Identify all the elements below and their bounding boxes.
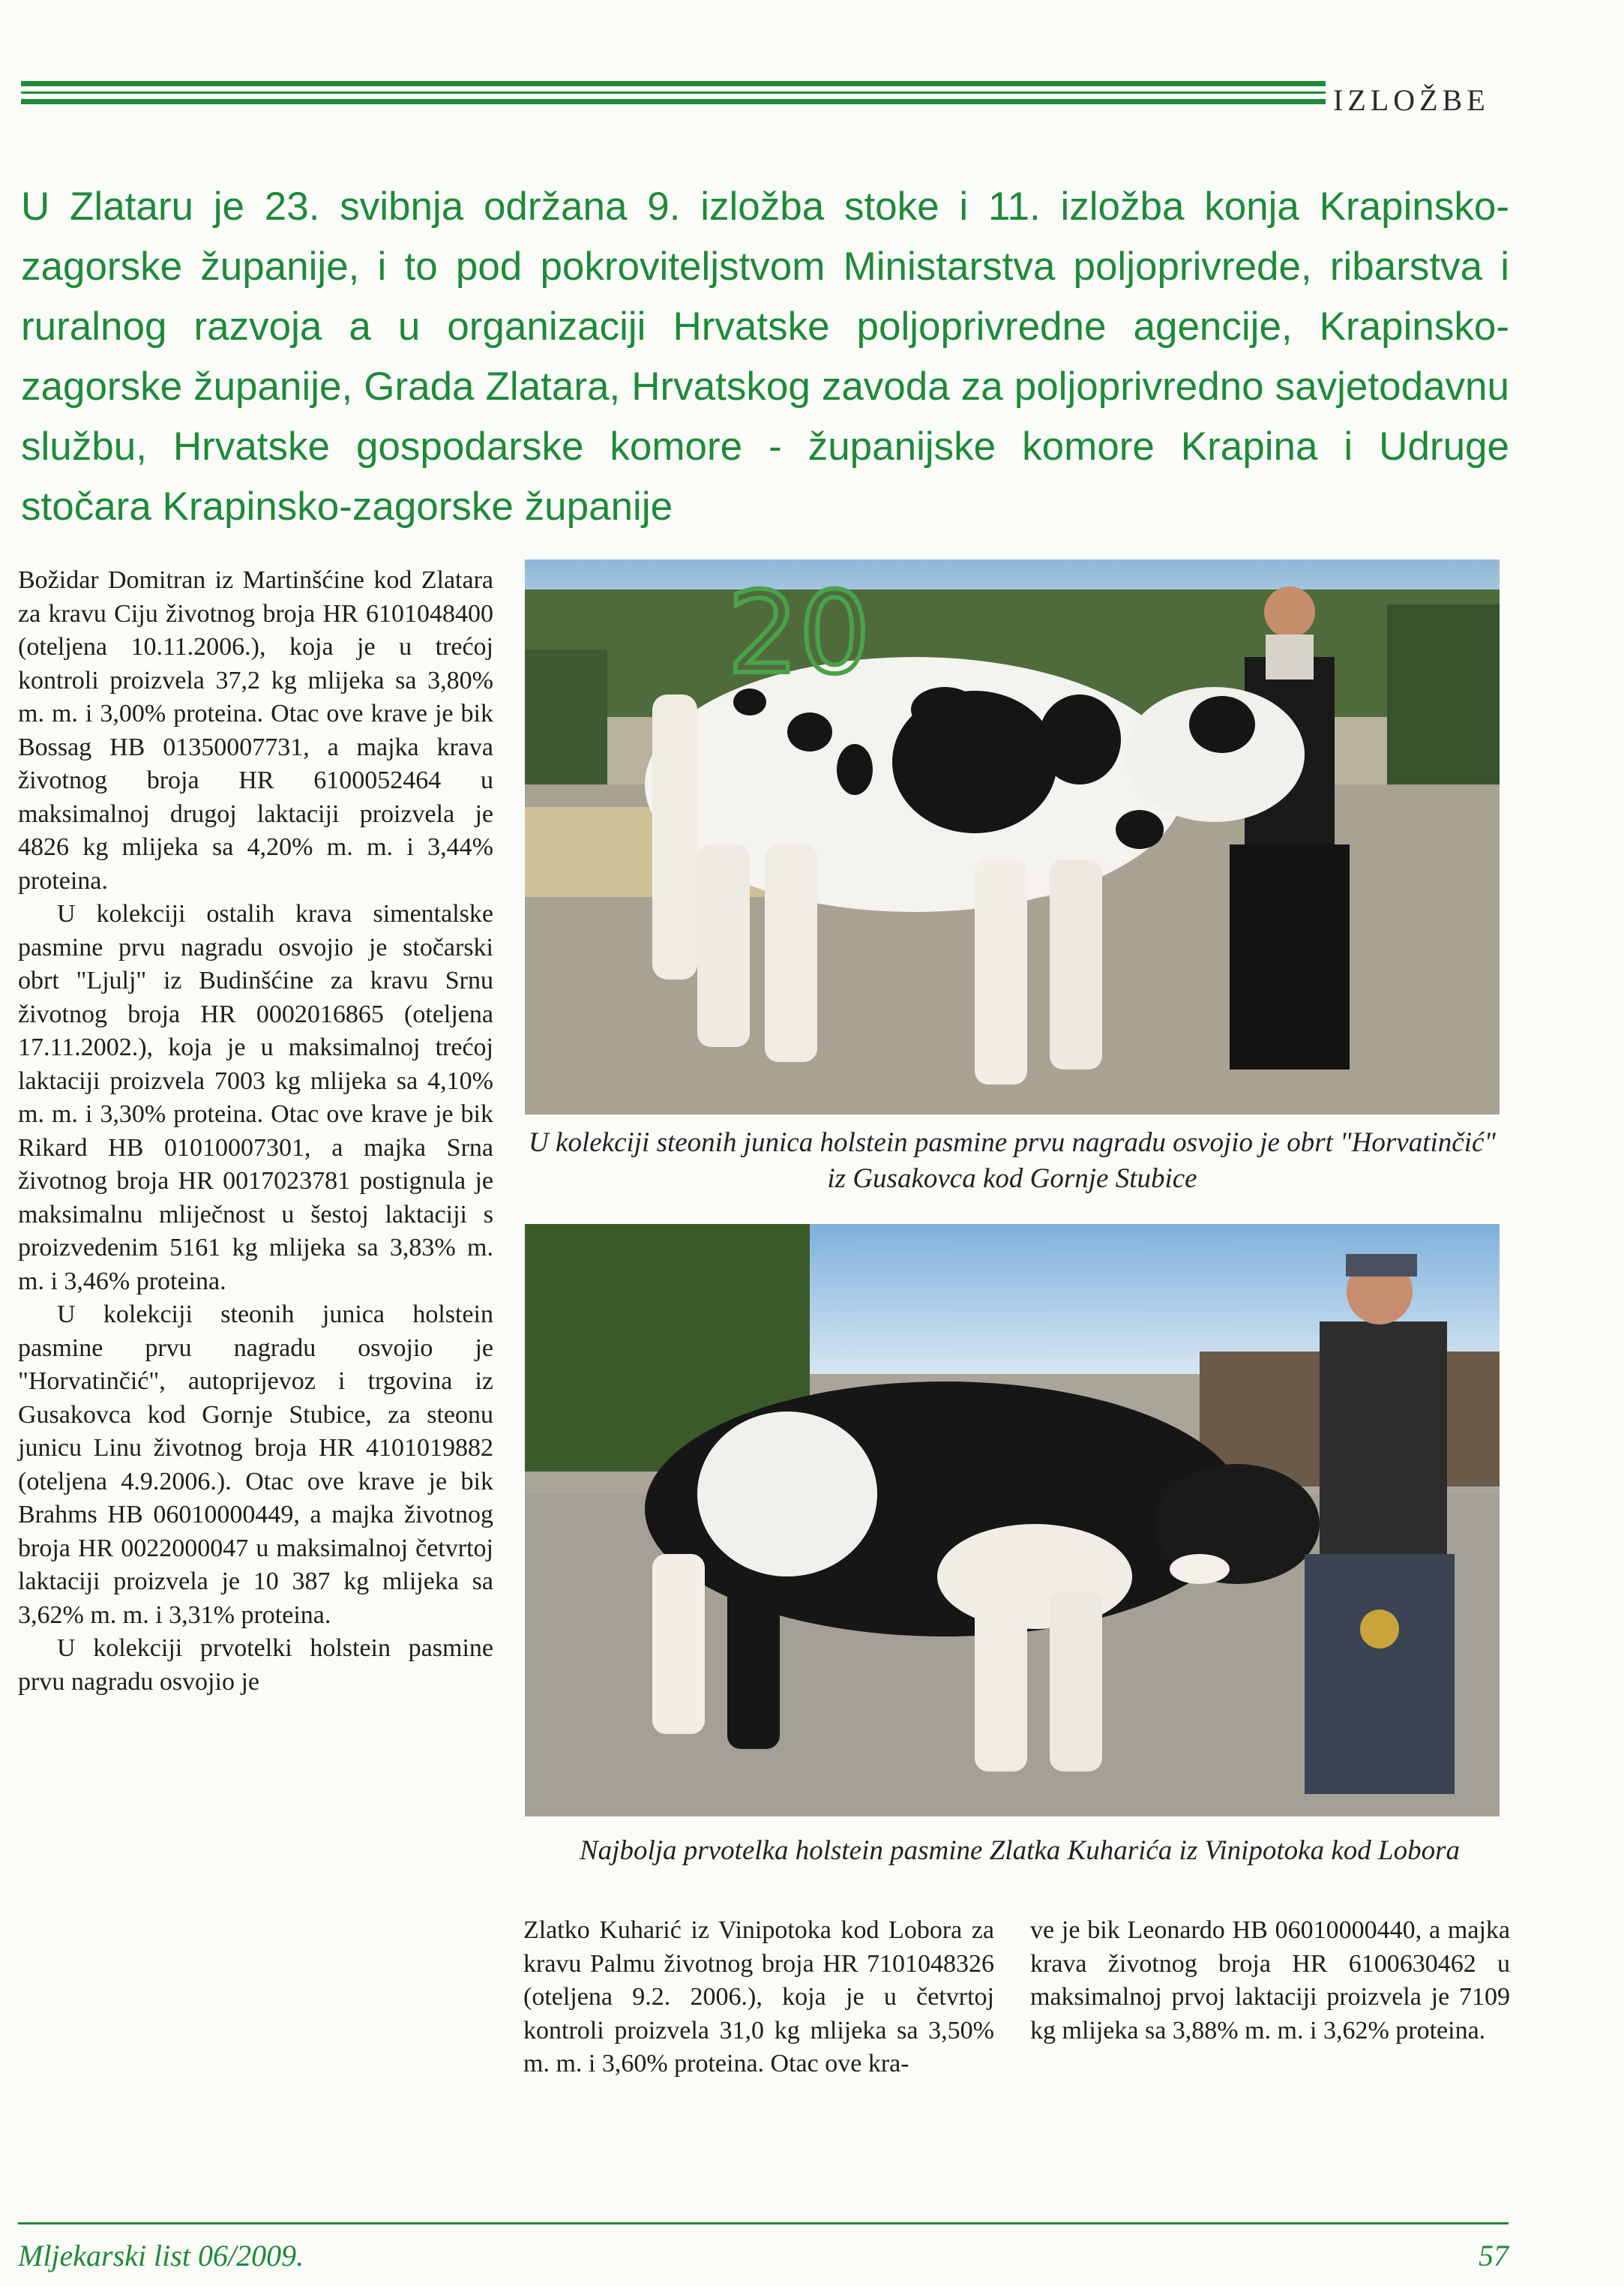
- photo-heifer-image: [525, 560, 1500, 1114]
- paragraph: U kolekciji prvotelki holstein pasmine prvu nagradu osvojio je: [18, 1634, 493, 1696]
- paragraph: Zlatko Kuharić iz Vinipotoka kod Lobora za kravu Palmu životnog broja HR 7101048326 (oteljena 9.2. 2006.), koja je u četvrtoj kontroli proizvela 31,0 kg mlijeka sa 3,50% m. m. i 3,60% proteina. Otac ove kra-: [523, 1916, 994, 2078]
- header-rule-1: [21, 81, 1326, 86]
- heifer-number-marking: 20: [727, 568, 870, 699]
- section-label: IZLOŽBE: [1333, 83, 1490, 117]
- page-number: 57: [1479, 2239, 1509, 2272]
- lead-paragraph: U Zlataru je 23. svibnja održana 9. izložba stoke i 11. izložba konja Krapinsko-zagorske županije, i to pod pokroviteljstvom Ministarstva poljoprivrede, ribarstva i ruralnog razvoja a u organizaciji Hrvatske poljoprivredne agencije, Krapinsko-zagorske županije, Grada Zlatara, Hrvatskog zavoda za poljoprivredno savjetodavnu službu, Hrvatske gospodarske komore - županijske komore Krapina i Udruge stočara Krapinsko-zagorske županije: [21, 184, 1509, 529]
- header-rule-3: [21, 99, 1326, 104]
- publication-name: Mljekarski list 06/2009.: [18, 2239, 304, 2272]
- photo-caption: Najbolja prvotelka holstein pasmine Zlatka Kuharića iz Vinipotoka kod Lobora: [579, 1835, 1460, 1866]
- left-column: [18, 564, 493, 1699]
- header-rule-2: [21, 92, 1326, 94]
- photo-caption: U kolekciji steonih junica holstein pasmine prvu nagradu osvojio je obrt "Horvatinčić" iz Gusakovca kod Gornje Stubice: [529, 1127, 1496, 1194]
- photo-cow: [525, 1224, 1500, 1816]
- footer-rule: [18, 2222, 1509, 2224]
- photo-heifer: [525, 560, 1500, 1114]
- photo-cow-image: [525, 1224, 1500, 1816]
- paragraph: U kolekciji steonih junica holstein pasmine prvu nagradu osvojio je "Horvatinčić", autoprijevoz i trgovina iz Gusakovca kod Gornje Stubice, za steonu junicu Linu životnog broja HR 4101019882 (oteljena 4.9.2006.). Otac ove krave je bik Brahms HB 06010000449, a majka životnog broja HR 0022000047 u maksimalnoj četvrtoj laktaciji proizvela je 10 387 kg mlijeka sa 3,62% m. m. i 3,31% proteina.: [18, 1300, 493, 1629]
- paragraph: ve je bik Leonardo HB 06010000440, a majka krava životnog broja HR 6100630462 u maksimalnoj prvoj laktaciji proizvela je 7109 kg mlijeka sa 3,88% m. m. i 3,62% proteina.: [1030, 1916, 1510, 2044]
- paragraph: Božidar Domitran iz Martinšćine kod Zlatara za kravu Ciju životnog broja HR 6101048400 (oteljena 10.11.2006.), koja je u trećoj kontroli proizvela 37,2 kg mlijeka sa 3,80% m. m. i 3,00% proteina. Otac ove krave je bik Bossag HB 01350007731, a majka krava životnog broja HR 6100052464 u maksimalnoj drugoj laktaciji proizvela je 4826 kg mlijeka sa 4,20% m. m. i 3,44% proteina.: [18, 566, 493, 895]
- paragraph: U kolekciji ostalih krava simentalske pasmine prvu nagradu osvojio je stočarski obrt "Ljulj" iz Budinšćine za kravu Srnu životnog broja HR 0002016865 (oteljena 17.11.2002.), koja je u maksimalnoj trećoj laktaciji proizvela 7003 kg mlijeka sa 4,10% m. m. i 3,30% proteina. Otac ove krave je bik Rikard HB 01010007301, a majka Srna životnog broja HR 0017023781 postignula je maksimalnu mliječnost u šestoj laktaciji s proizvedenim 5161 kg mlijeka sa 3,83% m. m. i 3,46% proteina.: [18, 900, 493, 1295]
- middle-column: [523, 1914, 994, 2081]
- right-column: [1030, 1914, 1510, 2048]
